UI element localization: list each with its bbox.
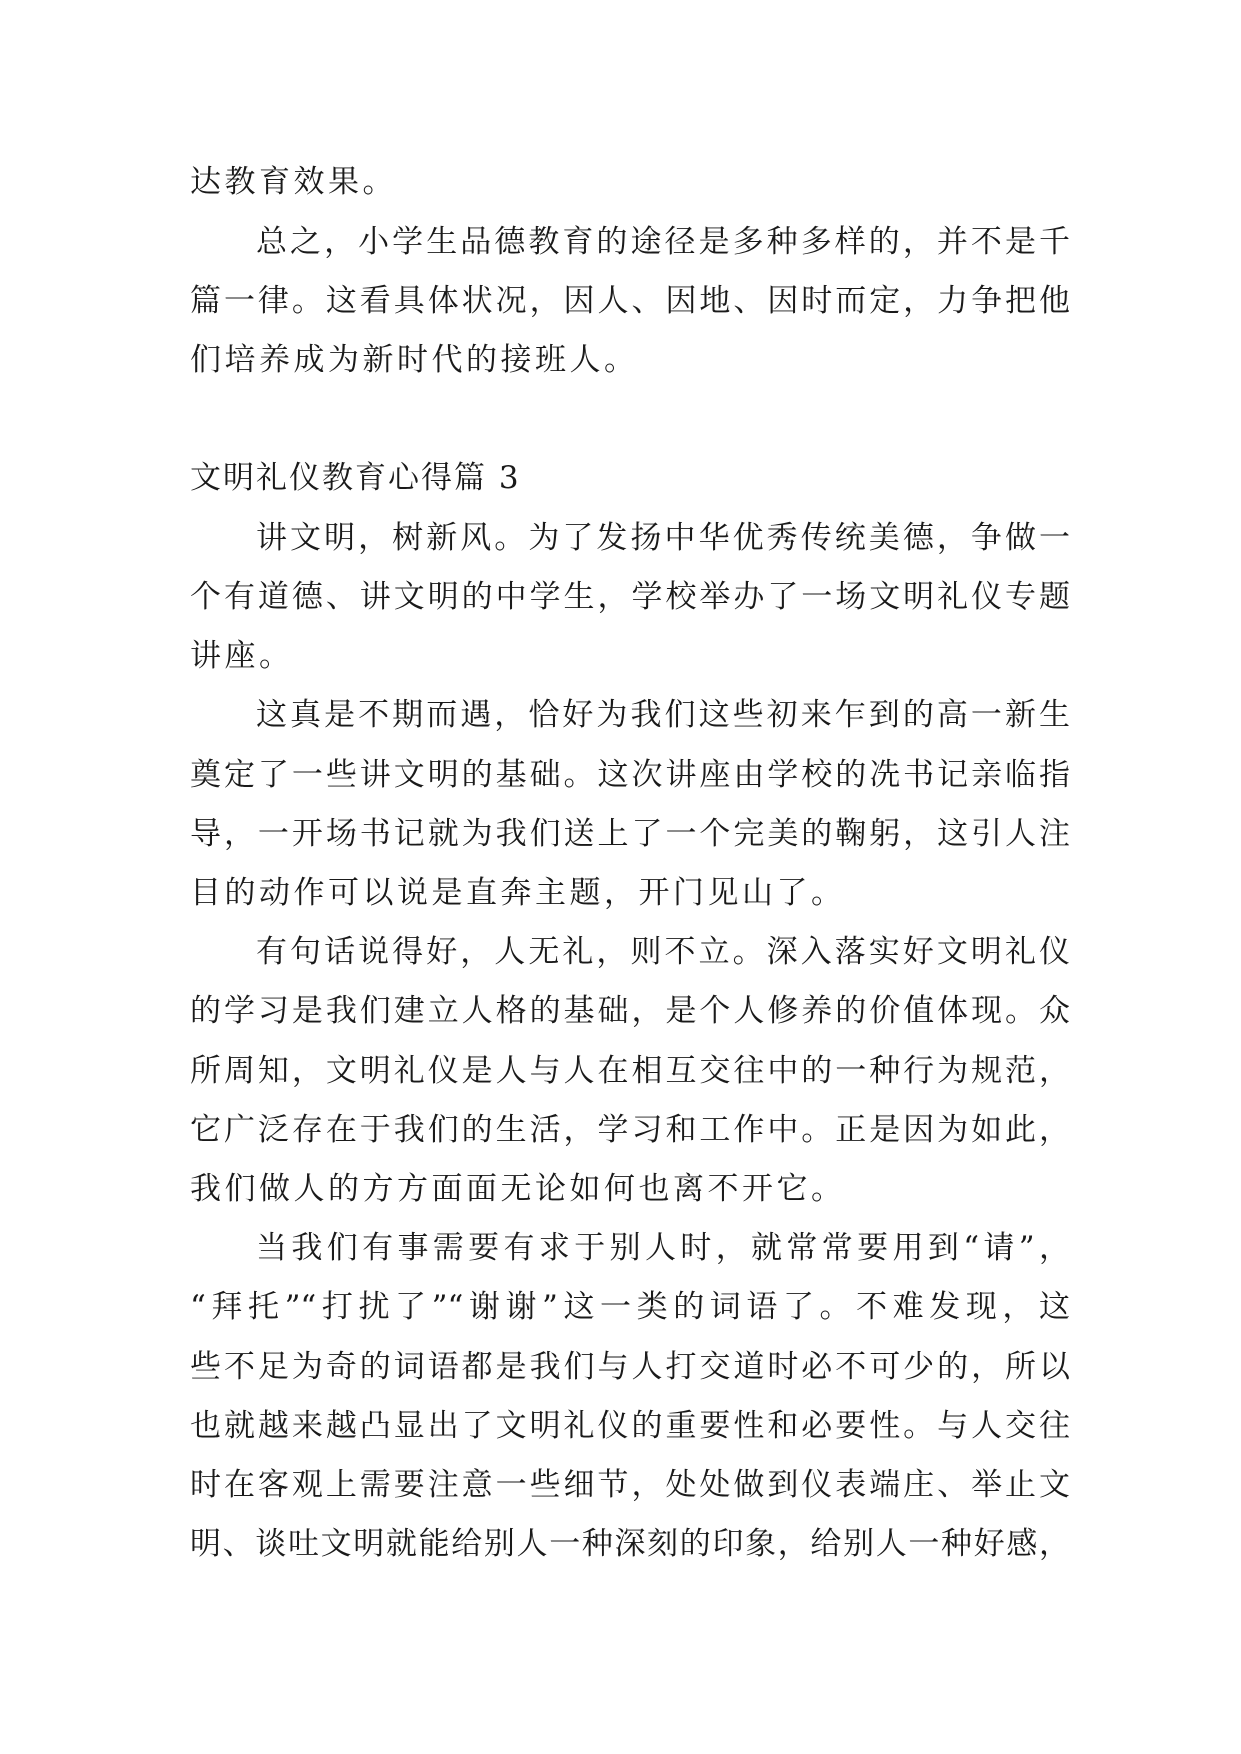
- paragraph-first-line: 这真是不期而遇，恰好为我们这些初来乍到的高一新生: [256, 697, 1070, 733]
- paragraph-first-line: 总之，小学生品德教育的途径是多种多样的，并不是千: [256, 224, 1070, 260]
- text-line: 讲座。: [190, 638, 294, 674]
- text-line: 我们做人的方方面面无论如何也离不开它。: [190, 1171, 846, 1207]
- paragraph-first-line: 讲文明，树新风。为了发扬中华优秀传统美德，争做一: [256, 520, 1070, 556]
- text-line: 明、谈吐文明就能给别人一种深刻的印象，给别人一种好感，: [190, 1526, 1070, 1562]
- text-line: 的学习是我们建立人格的基础，是个人修养的价值体现。众: [190, 993, 1070, 1029]
- paragraph-first-line: 当我们有事需要有求于别人时，就常常要用到“请”，: [256, 1230, 1070, 1266]
- text-line: 它广泛存在于我们的生活，学习和工作中。正是因为如此，: [190, 1112, 1070, 1148]
- text-line: 时在客观上需要注意一些细节，处处做到仪表端庄、举止文: [190, 1467, 1070, 1503]
- text-line: 奠定了一些讲文明的基础。这次讲座由学校的冼书记亲临指: [190, 757, 1070, 793]
- text-line: 达教育效果。: [190, 164, 397, 200]
- section-heading: 文明礼仪教育心得篇 3: [190, 460, 521, 496]
- text-line: 所周知，文明礼仪是人与人在相互交往中的一种行为规范，: [190, 1053, 1070, 1089]
- text-line: 导，一开场书记就为我们送上了一个完美的鞠躬，这引人注: [190, 816, 1070, 852]
- text-line: 们培养成为新时代的接班人。: [190, 342, 639, 378]
- text-line: 个有道德、讲文明的中学生，学校举办了一场文明礼仪专题: [190, 579, 1070, 615]
- text-line: “拜托”“打扰了”“谢谢”这一类的词语了。不难发现，这: [190, 1289, 1070, 1325]
- text-line: 目的动作可以说是直奔主题，开门见山了。: [190, 875, 846, 911]
- text-line: 也就越来越凸显出了文明礼仪的重要性和必要性。与人交往: [190, 1408, 1070, 1444]
- text-line: 篇一律。这看具体状况，因人、因地、因时而定，力争把他: [190, 283, 1070, 319]
- text-line: 些不足为奇的词语都是我们与人打交道时必不可少的，所以: [190, 1349, 1070, 1385]
- paragraph-first-line: 有句话说得好，人无礼，则不立。深入落实好文明礼仪: [256, 934, 1070, 970]
